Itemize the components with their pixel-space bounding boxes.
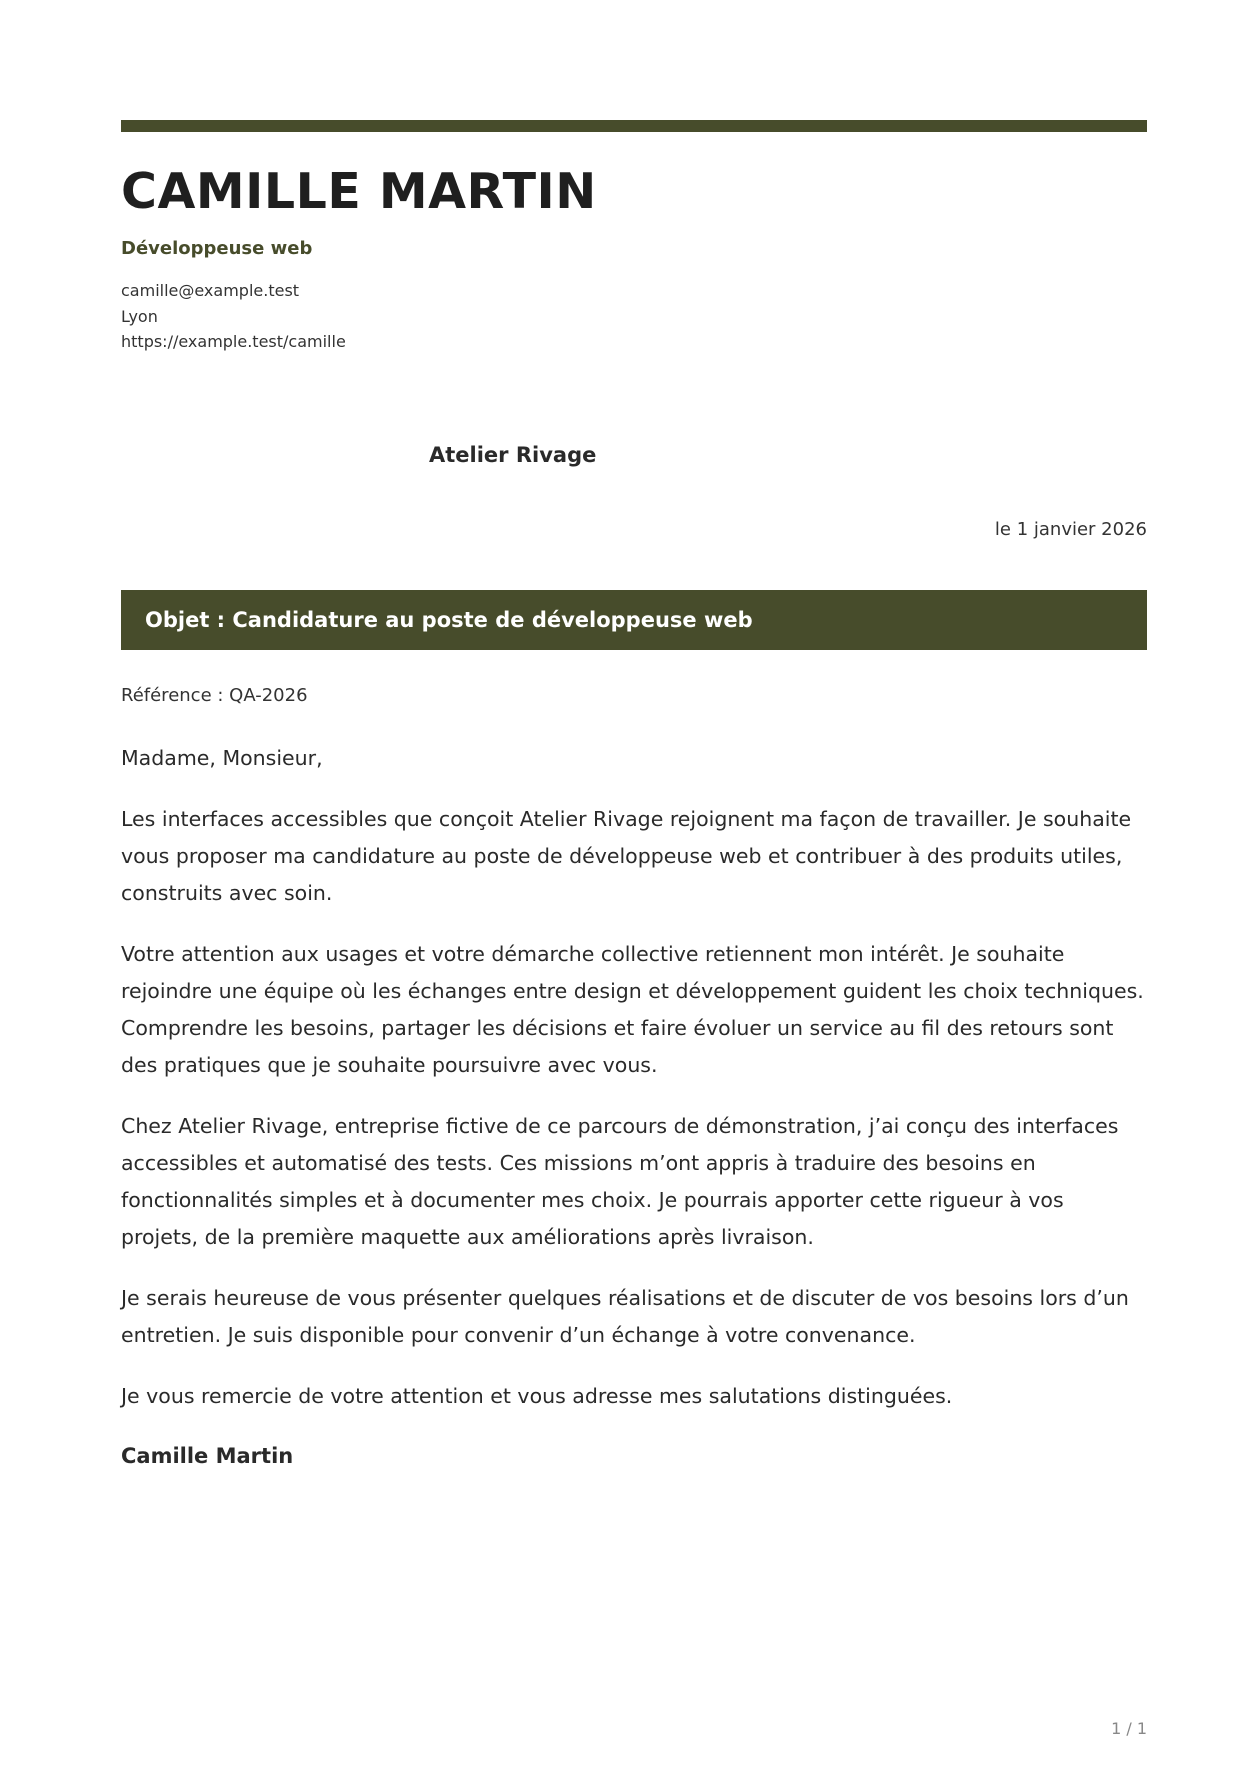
sender-role: Développeuse web [121, 238, 313, 259]
signature: Camille Martin [121, 1444, 294, 1468]
letter-body [121, 740, 1147, 1439]
contact-email: camille@example.test [121, 281, 300, 300]
letter-date: le 1 janvier 2026 [994, 519, 1147, 540]
contact-block [121, 278, 346, 355]
contact-website: https://example.test/camille [121, 332, 346, 351]
sender-name: CAMILLE MARTIN [121, 163, 597, 220]
letter-page [121, 0, 1147, 1783]
subject-banner [121, 590, 1147, 650]
body-paragraph: Les interfaces accessibles que conçoit Atelier Rivage rejoignent ma façon de travailler. Je souhaite vous proposer ma candidature au poste de développeuse web et contribuer à des produits utiles, construits avec soin. [121, 807, 1132, 905]
body-paragraph: Je serais heureuse de vous présenter quelques réalisations et de discuter de vos besoins lors d’un entretien. Je suis disponible pour convenir d’un échange à votre convenance. [121, 1286, 1129, 1347]
salutation: Madame, Monsieur, [121, 746, 323, 770]
recipient-company: Atelier Rivage [429, 443, 597, 467]
body-paragraph: Votre attention aux usages et votre démarche collective retiennent mon intérêt. Je souhaite rejoindre une équipe où les échanges entre design et développement guident les choix techniques. Comprendre les besoins, partager les décisions et faire évoluer un service au fil des retours sont des pratiques que je souhaite poursuivre avec vous. [121, 942, 1144, 1077]
body-paragraph: Chez Atelier Rivage, entreprise fictive de ce parcours de démonstration, j’ai conçu des interfaces accessibles et automatisé des tests. Ces missions m’ont appris à traduire des besoins en fonctionnalités simples et à documenter mes choix. Je pourrais apporter cette rigueur à vos projets, de la première maquette aux améliorations après livraison. [121, 1114, 1119, 1249]
subject-text: Objet : Candidature au poste de développeuse web [145, 608, 753, 632]
reference-line: Référence : QA-2026 [121, 685, 308, 706]
contact-city: Lyon [121, 306, 158, 326]
page-number: 1 / 1 [1111, 1719, 1147, 1738]
header-rule [121, 120, 1147, 132]
closing-paragraph: Je vous remercie de votre attention et vous adresse mes salutations distinguées. [121, 1384, 953, 1408]
